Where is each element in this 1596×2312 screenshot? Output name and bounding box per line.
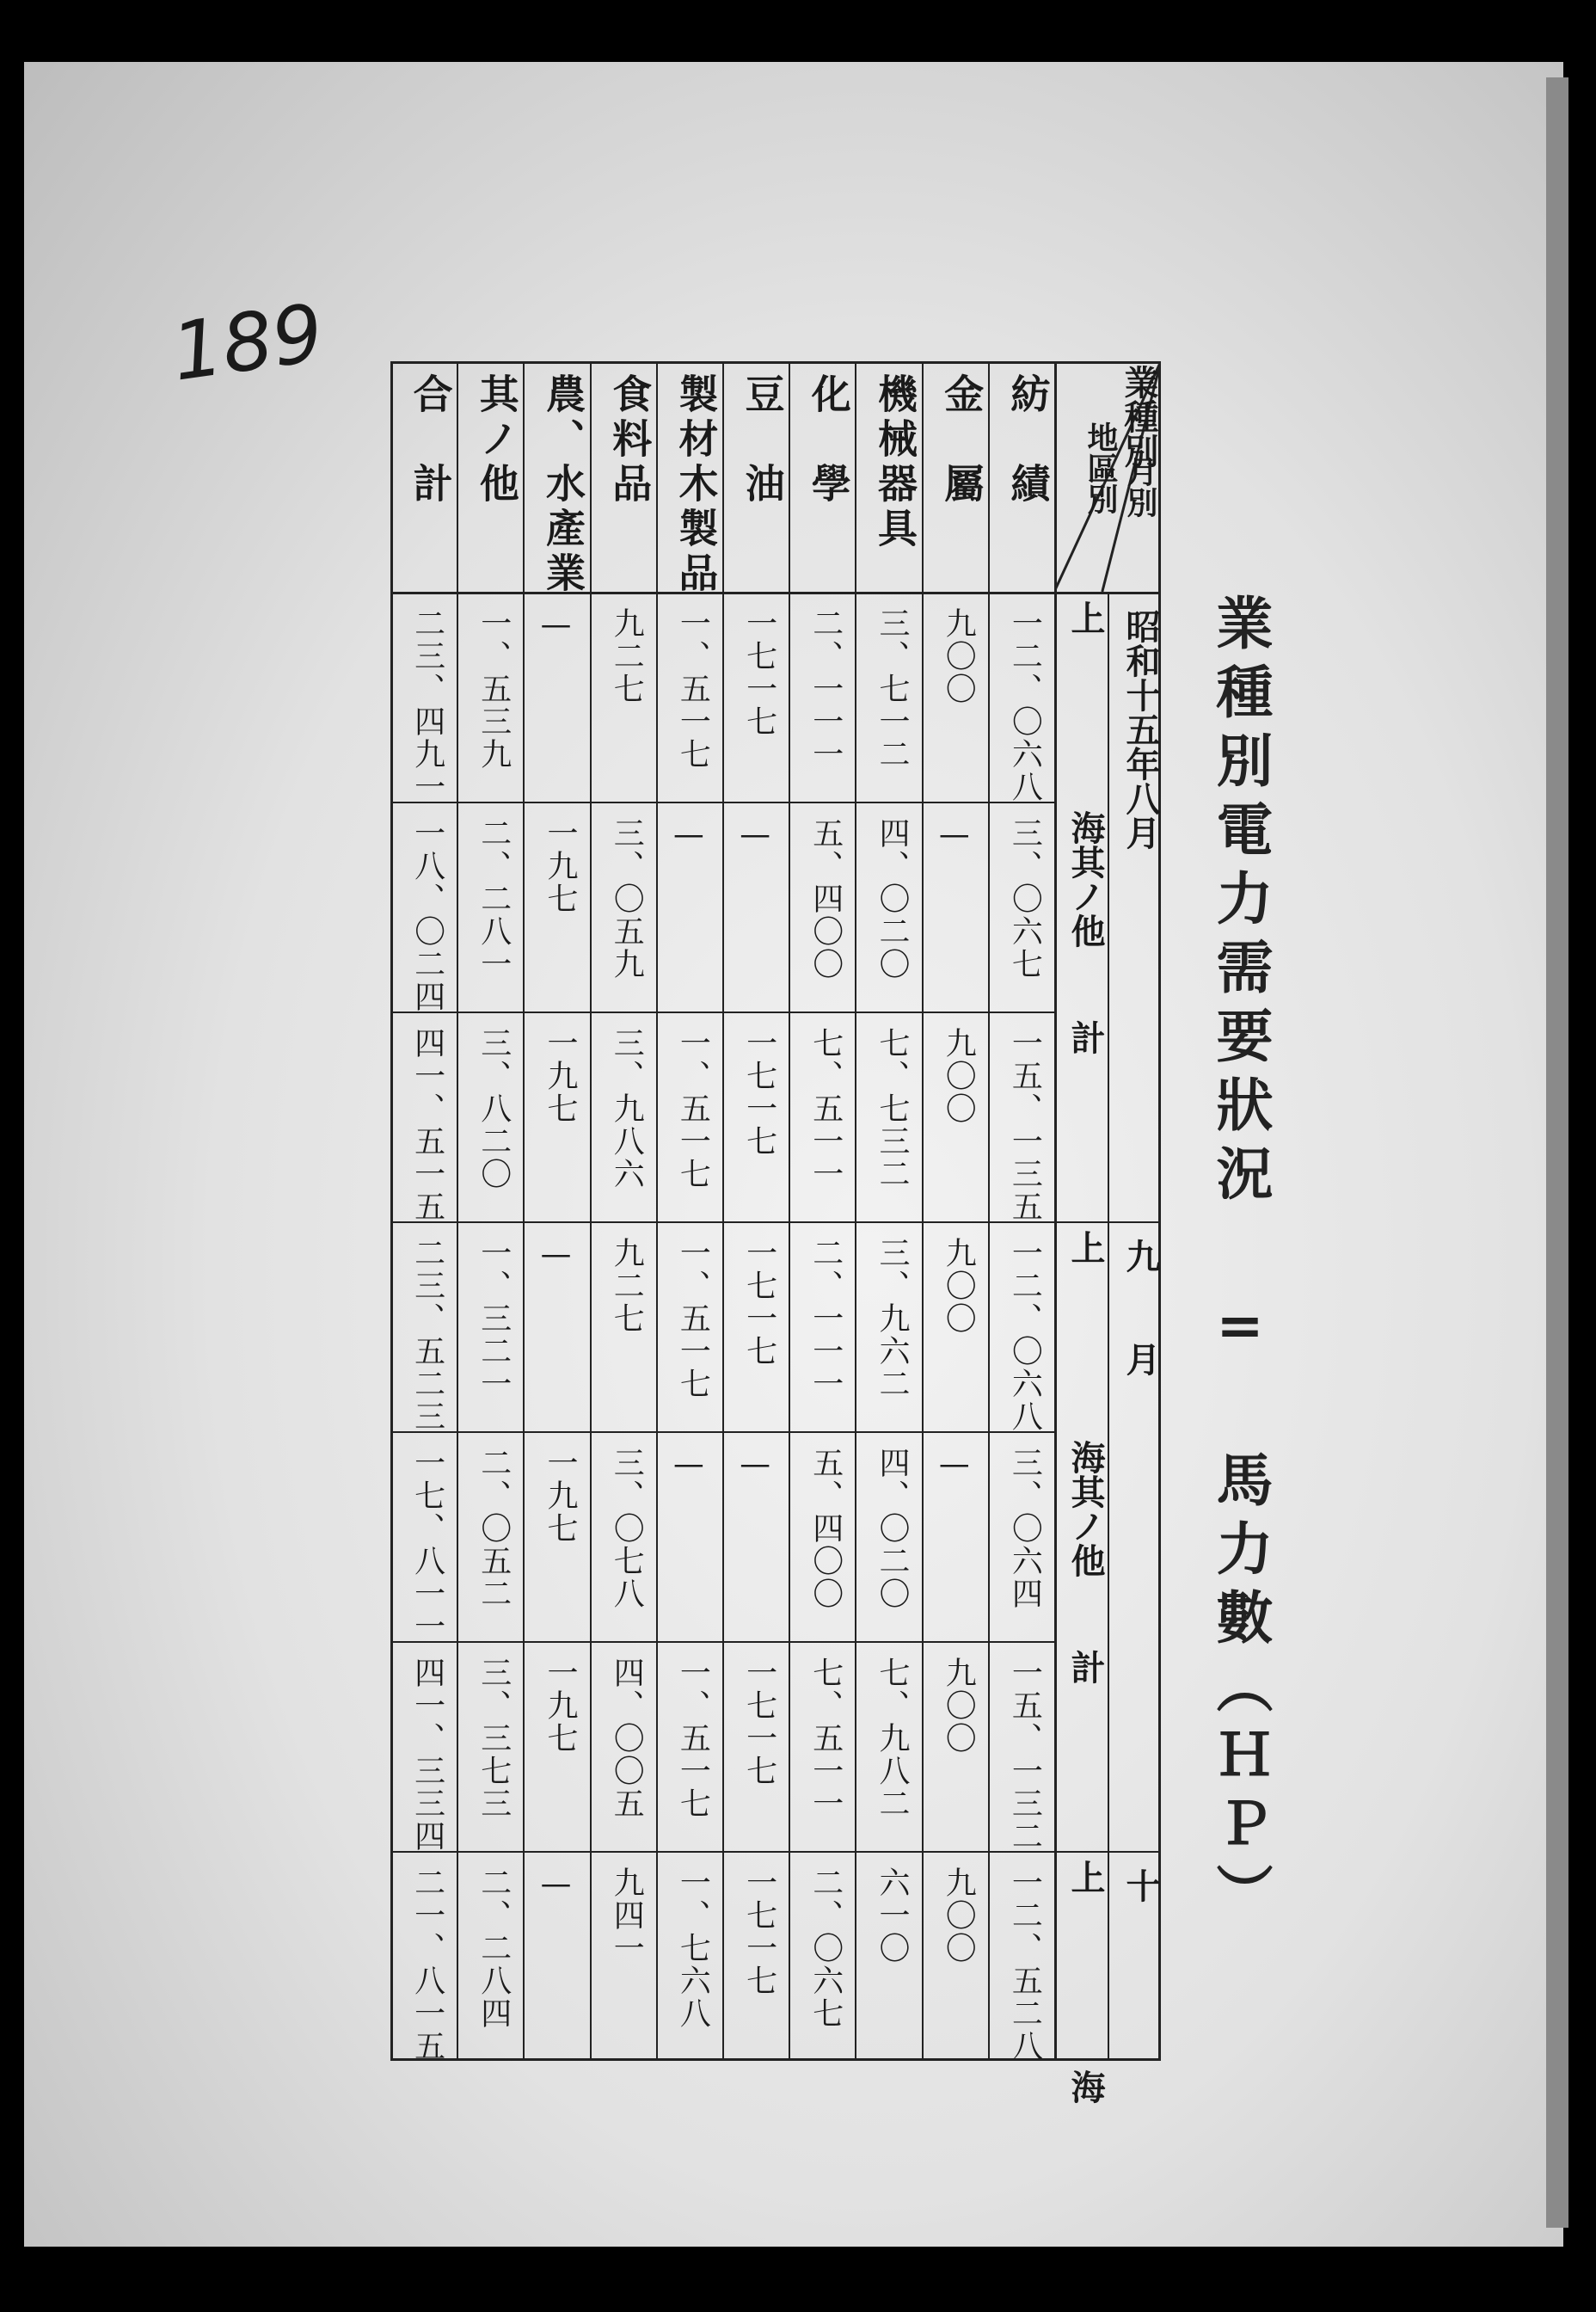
table-cell-value: 三、八二〇 <box>476 1027 512 1190</box>
cell-row-divider <box>390 802 1054 803</box>
table-cell-value: 二三、五二三 <box>409 1237 445 1433</box>
category-label: 化 學 <box>805 373 852 507</box>
table-cell-value: 一九七 <box>543 1027 578 1125</box>
category-label: 合 計 <box>407 373 454 507</box>
table-cell-value: 九四一 <box>609 1866 645 1965</box>
table-cell-value: — <box>936 817 973 854</box>
column-divider <box>789 361 790 2061</box>
table-cell-value: 九〇〇 <box>941 1657 977 1755</box>
table-cell-value: 一七一七 <box>741 1237 777 1368</box>
table-cell-value: 一、五一七 <box>675 1027 711 1190</box>
table-cell-value: 六一〇 <box>875 1866 910 1965</box>
table-cell-value: 二、一一一 <box>807 1237 844 1400</box>
table-cell-value: 七、五一一 <box>807 1027 844 1190</box>
table-cell-value: 四一、三三四 <box>409 1657 445 1853</box>
table-cell-value: 五、四〇〇 <box>807 817 844 981</box>
table-cell-value: 三、九八六 <box>609 1027 645 1190</box>
table-cell-value: 二、一一一 <box>807 607 844 771</box>
corner-label-month: 月別 <box>1122 456 1157 518</box>
table-cell-value: 四、〇二〇 <box>875 817 910 981</box>
cell-row-divider <box>390 1012 1054 1013</box>
region-label: 上 <box>1065 600 1105 635</box>
table-cell-value: 九〇〇 <box>941 1237 977 1335</box>
table-cell-value: 二一、八一五 <box>409 1866 445 2063</box>
cell-row-divider <box>390 1431 1054 1433</box>
region-label: 海其ノ他 <box>1065 810 1105 948</box>
table-cell-value: — <box>538 1237 574 1274</box>
handwritten-page-number: 189 <box>166 286 329 399</box>
table-cell-value: 四、〇二〇 <box>875 1447 910 1610</box>
table-cell-value: 二、二八一 <box>476 817 512 981</box>
table-cell-value: — <box>671 1447 707 1484</box>
table-cell-value: 一九七 <box>543 1657 578 1755</box>
region-label: 上 <box>1065 1230 1105 1264</box>
table-cell-value: 一九七 <box>543 1447 578 1545</box>
table-cell-value: 一二、〇六八 <box>1007 607 1043 803</box>
table-cell-value: 一、七六八 <box>675 1866 711 2030</box>
corner-label-industry: 業種別 <box>1119 365 1158 468</box>
region-label: 海其ノ他 <box>1065 1440 1105 1577</box>
column-divider <box>590 361 592 2061</box>
table-cell-value: — <box>671 817 707 854</box>
column-divider <box>988 361 990 2061</box>
power-demand-table <box>390 361 1161 2104</box>
category-label: 豆 油 <box>739 373 786 507</box>
corner-label-region: 地區別 <box>1083 421 1118 514</box>
table-cell-value: 二、〇五二 <box>476 1447 512 1610</box>
table-cell-value: 七、九八二 <box>875 1657 910 1820</box>
table-cell-value: 一七一七 <box>741 1027 777 1158</box>
table-cell-value: 四、〇〇五 <box>609 1657 645 1820</box>
table-cell-value: 一五、一三二 <box>1007 1657 1043 1853</box>
document-title: 業種別電力需要狀況 = 馬力數（ＨＰ） <box>1206 593 1274 1932</box>
table-cell-value: — <box>538 607 574 644</box>
table-cell-value: 一、三二一 <box>476 1237 512 1400</box>
table-cell-value: 七、七三二 <box>875 1027 910 1190</box>
table-cell-value: — <box>737 817 773 854</box>
table-cell-value: 二、二八四 <box>476 1866 512 2030</box>
region-label: 海 <box>1065 2069 1105 2104</box>
table-cell-value: 二、〇六七 <box>807 1866 844 2030</box>
table-cell-value: 一七、八一一 <box>409 1447 445 1643</box>
category-label: 食料品 <box>606 373 654 507</box>
table-cell-value: 一七一七 <box>741 1657 777 1787</box>
table-cell-value: 三、三七三 <box>476 1657 512 1820</box>
category-label: 製材木製品 <box>672 373 720 597</box>
table-cell-value: 一、五一七 <box>675 607 711 771</box>
table-cell-value: 一二、五二八 <box>1007 1866 1043 2063</box>
table-cell-value: 五、四〇〇 <box>807 1447 844 1610</box>
month-label: 昭和十五年八月 <box>1120 609 1160 850</box>
table-cell-value: 九〇〇 <box>941 1027 977 1125</box>
column-divider <box>523 361 525 2061</box>
region-label: 上 <box>1065 1860 1105 1894</box>
table-cell-value: 三、七一二 <box>875 607 910 771</box>
column-divider <box>457 361 458 2061</box>
table-cell-value: 一七一七 <box>741 607 777 738</box>
category-label: 金 屬 <box>938 373 985 507</box>
table-cell-value: 三、〇七八 <box>609 1447 645 1610</box>
table-cell-value: 一七一七 <box>741 1866 777 1997</box>
table-border-top <box>390 361 1161 364</box>
category-label: 機械器具 <box>872 373 918 552</box>
cell-row-divider <box>390 1641 1054 1643</box>
sheet-edge <box>1546 77 1568 2228</box>
table-cell-value: 三、九六二 <box>875 1237 910 1400</box>
month-label: 十 <box>1120 1868 1160 1903</box>
table-cell-value: 一二、〇六八 <box>1007 1237 1043 1433</box>
table-cell-value: 三、〇六七 <box>1007 817 1043 981</box>
table-cell-value: 九〇〇 <box>941 607 977 705</box>
table-cell-value: 一五、一三五 <box>1007 1027 1043 1223</box>
category-label: 農、水產業 <box>540 373 586 597</box>
table-cell-value: 九二七 <box>609 607 645 705</box>
table-cell-value: 七、五一一 <box>807 1657 844 1820</box>
table-cell-value: 四一、五一五 <box>409 1027 445 1223</box>
column-divider <box>922 361 924 2061</box>
category-label: 其ノ他 <box>473 373 520 507</box>
table-cell-value: — <box>737 1447 773 1484</box>
table-cell-value: — <box>936 1447 973 1484</box>
column-divider <box>722 361 724 2061</box>
table-cell-value: 三、〇五九 <box>609 817 645 981</box>
cell-row-divider <box>390 1851 1054 1853</box>
table-cell-value: 九〇〇 <box>941 1866 977 1965</box>
month-label: 九 月 <box>1120 1239 1160 1376</box>
table-cell-value: — <box>538 1866 574 1903</box>
table-cell-value: 三、〇六四 <box>1007 1447 1043 1610</box>
cell-row-divider <box>390 1221 1054 1223</box>
label-row-divider <box>390 592 1161 594</box>
category-label: 紡 績 <box>1004 373 1052 507</box>
table-cell-value: 一、五一七 <box>675 1237 711 1400</box>
table-cell-value: 二三、四九一 <box>409 607 445 803</box>
table-cell-value: 一九七 <box>543 817 578 915</box>
table-cell-value: 一、五一七 <box>675 1657 711 1820</box>
column-divider <box>390 361 392 2061</box>
region-label: 計 <box>1065 1650 1105 1684</box>
column-divider <box>656 361 658 2061</box>
header-column-divider <box>1054 361 1057 2061</box>
region-label: 計 <box>1065 1020 1105 1055</box>
column-divider <box>855 361 856 2061</box>
table-cell-value: 一、五三九 <box>476 607 512 771</box>
table-cell-value: 一八、〇二四 <box>409 817 445 1013</box>
table-cell-value: 九二七 <box>609 1237 645 1335</box>
